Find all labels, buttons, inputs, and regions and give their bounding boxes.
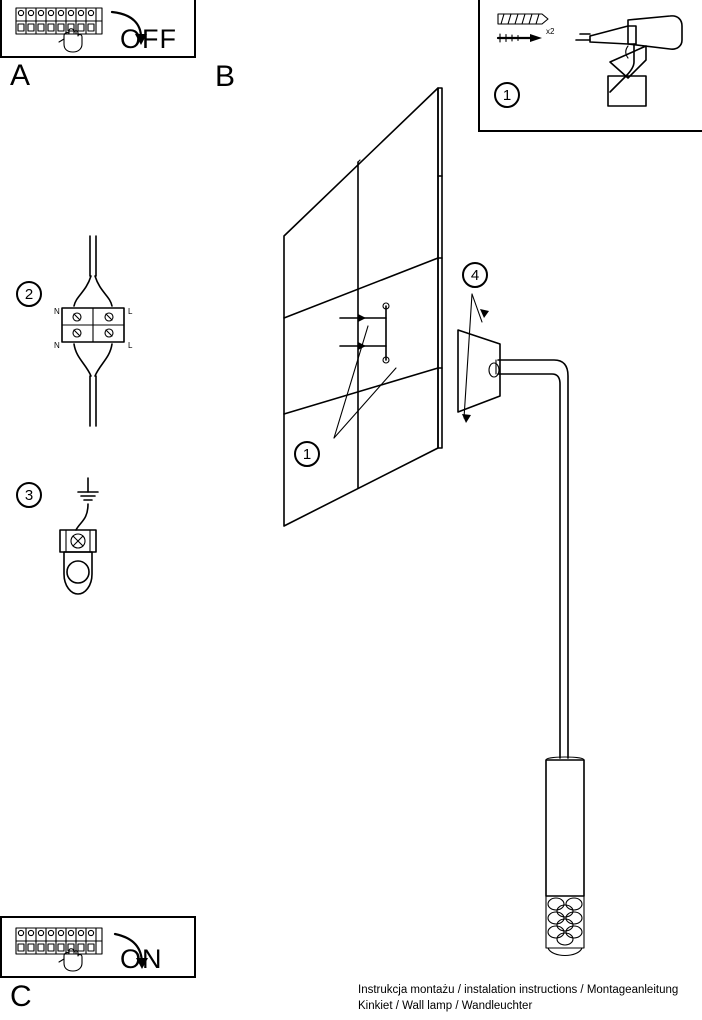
step-3-illustration	[50, 474, 170, 624]
lamp-base-plate	[458, 330, 500, 412]
lamp-shade-cylinder	[546, 757, 584, 956]
screw-icon	[498, 34, 542, 42]
hand-icon	[59, 29, 82, 52]
step-2-group	[16, 236, 196, 436]
ground-wire	[76, 504, 88, 530]
decorative-glass-band	[546, 896, 584, 956]
section-a-action-label: OFF	[120, 24, 177, 54]
section-a-panel	[0, 0, 196, 58]
title-block-line-1: Instrukcja montażu / instalation instructions / Montageanleitung	[358, 984, 679, 996]
wall-plug-icon	[498, 14, 548, 24]
cable-lower	[74, 344, 112, 426]
terminal-block-icon	[16, 928, 102, 954]
terminal-connector-icon	[54, 307, 133, 350]
hand-icon	[59, 949, 82, 971]
step-1-number-badge: 1	[494, 82, 520, 108]
section-c-letter: C	[10, 980, 32, 1013]
step-3-number-badge: 3	[16, 482, 42, 508]
quantity-label: x2	[546, 27, 555, 36]
section-c-panel	[0, 916, 196, 978]
terminal-label-n-bottom: N	[54, 341, 60, 350]
wall-mount-bracket-icon	[340, 303, 389, 363]
callout-1-badge: 1	[294, 441, 320, 467]
step-2-number-badge: 2	[16, 281, 42, 307]
terminal-label-n-top: N	[54, 307, 60, 316]
wall-lamp-assembly-illustration	[246, 68, 666, 968]
step-2-illustration	[50, 236, 170, 434]
section-a-letter: A	[10, 59, 31, 92]
section-b-letter: B	[215, 60, 236, 93]
title-block	[358, 982, 694, 1014]
terminal-label-l-bottom: L	[128, 341, 133, 350]
terminal-block-icon	[16, 8, 102, 34]
cable-upper	[74, 236, 112, 306]
section-c-illustration	[2, 918, 194, 976]
callout-4-leader	[462, 294, 489, 423]
section-c-action-label: ON	[120, 944, 163, 974]
ground-terminal-icon	[60, 530, 96, 594]
title-block-line-2: Kinkiet / Wall lamp / Wandleuchter	[358, 1000, 533, 1012]
terminal-label-l-top: L	[128, 307, 133, 316]
step-3-group	[16, 474, 196, 624]
lamp-arm	[496, 360, 568, 758]
ground-symbol-icon	[78, 478, 98, 500]
callout-4-badge: 4	[462, 262, 488, 288]
